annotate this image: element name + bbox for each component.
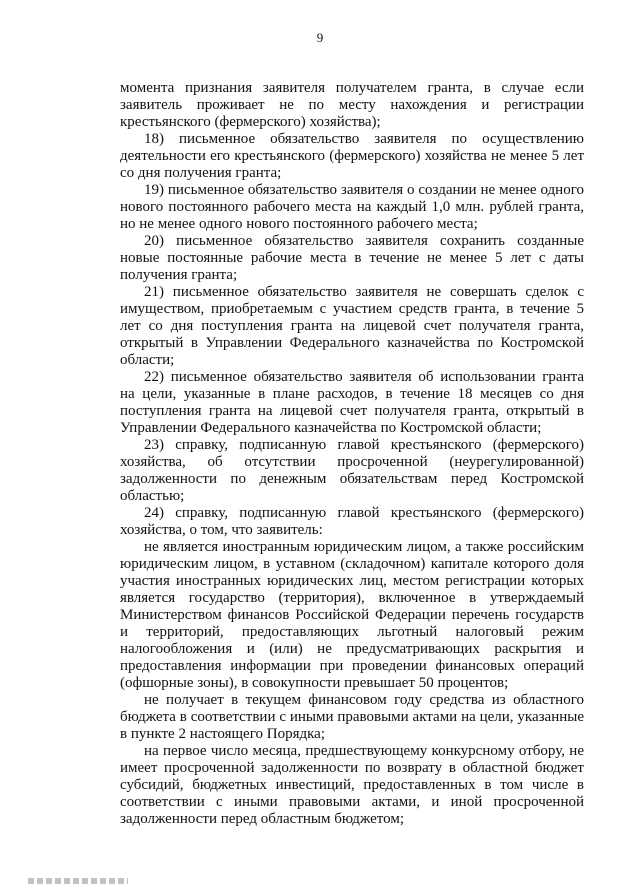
page-number: 9 — [316, 30, 324, 45]
paragraph-continuation: момента признания заявителя получателем гранта, в случае если заявитель проживает не по месту нахождения и регистрации крестьянского (фермерского) хозяйства); — [120, 80, 584, 130]
document-body — [120, 80, 584, 828]
paragraph-item-22: 22) письменное обязательство заявителя об использовании гранта на цели, указанные в плане расходов, в течение 18 месяцев со дня поступления гранта на лицевой счет получателя гранта, открытый в Управлении Федерального казначейства по Костромской области; — [120, 369, 584, 436]
paragraph-item-21: 21) письменное обязательство заявителя не совершать сделок с имуществом, приобретаемым с участием средств гранта, в течение 5 лет со дня поступления гранта на лицевой счет получателя гранта, открытый в Управлении Федерального казначейства по Костромской области; — [120, 284, 584, 368]
paragraph-subitem-foreign-entity: не является иностранным юридическим лицом, а также российским юридическим лицом, в уставном (складочном) капитале которого доля участия иностранных юридических лиц, местом регистрации которых является государство (территория), включенное в утверждаемый Министерством финансов Российской Федерации перечень государств и территорий, предоставляющих льготный налоговый режим налогообложения и (или) не предусматривающих раскрытия и предоставления информации при проведении финансовых операций (офшорные зоны), в совокупности превышает 50 процентов; — [120, 539, 584, 691]
paragraph-item-19: 19) письменное обязательство заявителя о создании не менее одного нового постоянного рабочего места на каждый 1,0 млн. рублей гранта, но не менее одного нового постоянного рабочего места; — [120, 182, 584, 232]
paragraph-item-24: 24) справку, подписанную главой крестьянского (фермерского) хозяйства, о том, что заявитель: — [120, 505, 584, 538]
paragraph-item-23: 23) справку, подписанную главой крестьянского (фермерского) хозяйства, об отсутствии просроченной (неурегулированной) задолженности по денежным обязательствам перед Костромской областью; — [120, 437, 584, 504]
paragraph-subitem-budget-funds: не получает в текущем финансовом году средства из областного бюджета в соответствии с иными правовыми актами на цели, указанные в пункте 2 настоящего Порядка; — [120, 692, 584, 742]
paragraph-item-18: 18) письменное обязательство заявителя по осуществлению деятельности его крестьянского (фермерского) хозяйства не менее 5 лет со дня получения гранта; — [120, 131, 584, 181]
paragraph-item-20: 20) письменное обязательство заявителя сохранить созданные новые постоянные рабочие места в течение не менее 5 лет с даты получения гранта; — [120, 233, 584, 283]
paragraph-subitem-arrears: на первое число месяца, предшествующему конкурсному отбору, не имеет просроченной задолженности по возврату в областной бюджет субсидий, бюджетных инвестиций, предоставленных в том числе в соответствии с иными правовыми актами, и иной просроченной задолженности перед областным бюджетом; — [120, 743, 584, 827]
footer-scan-mark — [28, 878, 128, 884]
